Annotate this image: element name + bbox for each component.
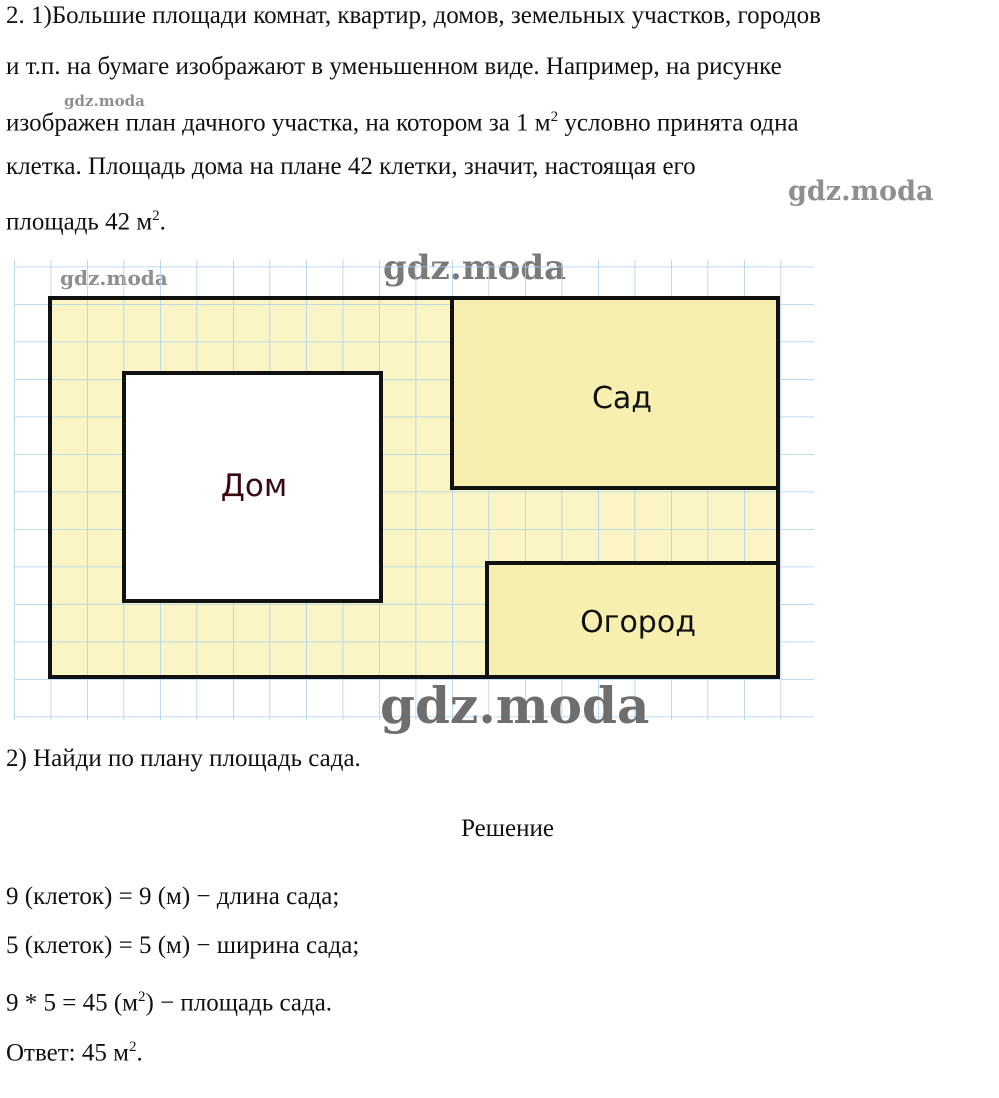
task-line-2: и т.п. на бумаге изображают в уменьшенном виде. Например, на рисунке	[6, 53, 782, 80]
watermark-small: gdz.moda	[788, 176, 934, 207]
house-label: Дом	[220, 468, 288, 504]
task-text-1: Большие площади комнат, квартир, домов, земельных участков, городов	[51, 2, 821, 29]
watermark-small: gdz.moda	[64, 92, 145, 110]
task-part-label: 1)	[31, 2, 52, 29]
answer-tail: .	[136, 1039, 143, 1067]
vegetable-garden-label: Огород	[580, 605, 696, 640]
superscript: 2	[128, 1039, 137, 1055]
garden-label: Сад	[591, 381, 653, 416]
task-text-3-tail: условно принята одна	[558, 109, 799, 137]
task-line-4: клетка. Площадь дома на плане 42 клетки, значит, настоящая его	[6, 153, 696, 180]
answer-text: Ответ: 45 м	[6, 1039, 129, 1067]
superscript: 2	[138, 989, 146, 1005]
solution-step-1: 9 (клеток) = 9 (м) − длина сада;	[6, 883, 340, 910]
solution-step-3-text: 9 * 5 = 45 (м	[6, 989, 138, 1017]
solution-step-3-tail: ) − площадь сада.	[145, 989, 333, 1017]
answer	[6, 1032, 143, 1068]
task-number: 2.	[6, 2, 25, 29]
task-text-5: площадь 42 м	[6, 208, 153, 236]
question: 2) Найди по плану площадь сада.	[6, 745, 361, 772]
superscript: 2	[152, 208, 160, 224]
watermark-big: gdz.moda	[380, 676, 650, 735]
task-text-5-tail: .	[159, 208, 166, 236]
superscript: 2	[550, 109, 559, 125]
task-text-3: изображен план дачного участка, на котором за 1 м	[6, 109, 551, 137]
solution-heading: Решение	[461, 815, 554, 842]
solution-step-3	[6, 982, 332, 1018]
solution-step-2: 5 (клеток) = 5 (м) − ширина сада;	[6, 932, 360, 959]
